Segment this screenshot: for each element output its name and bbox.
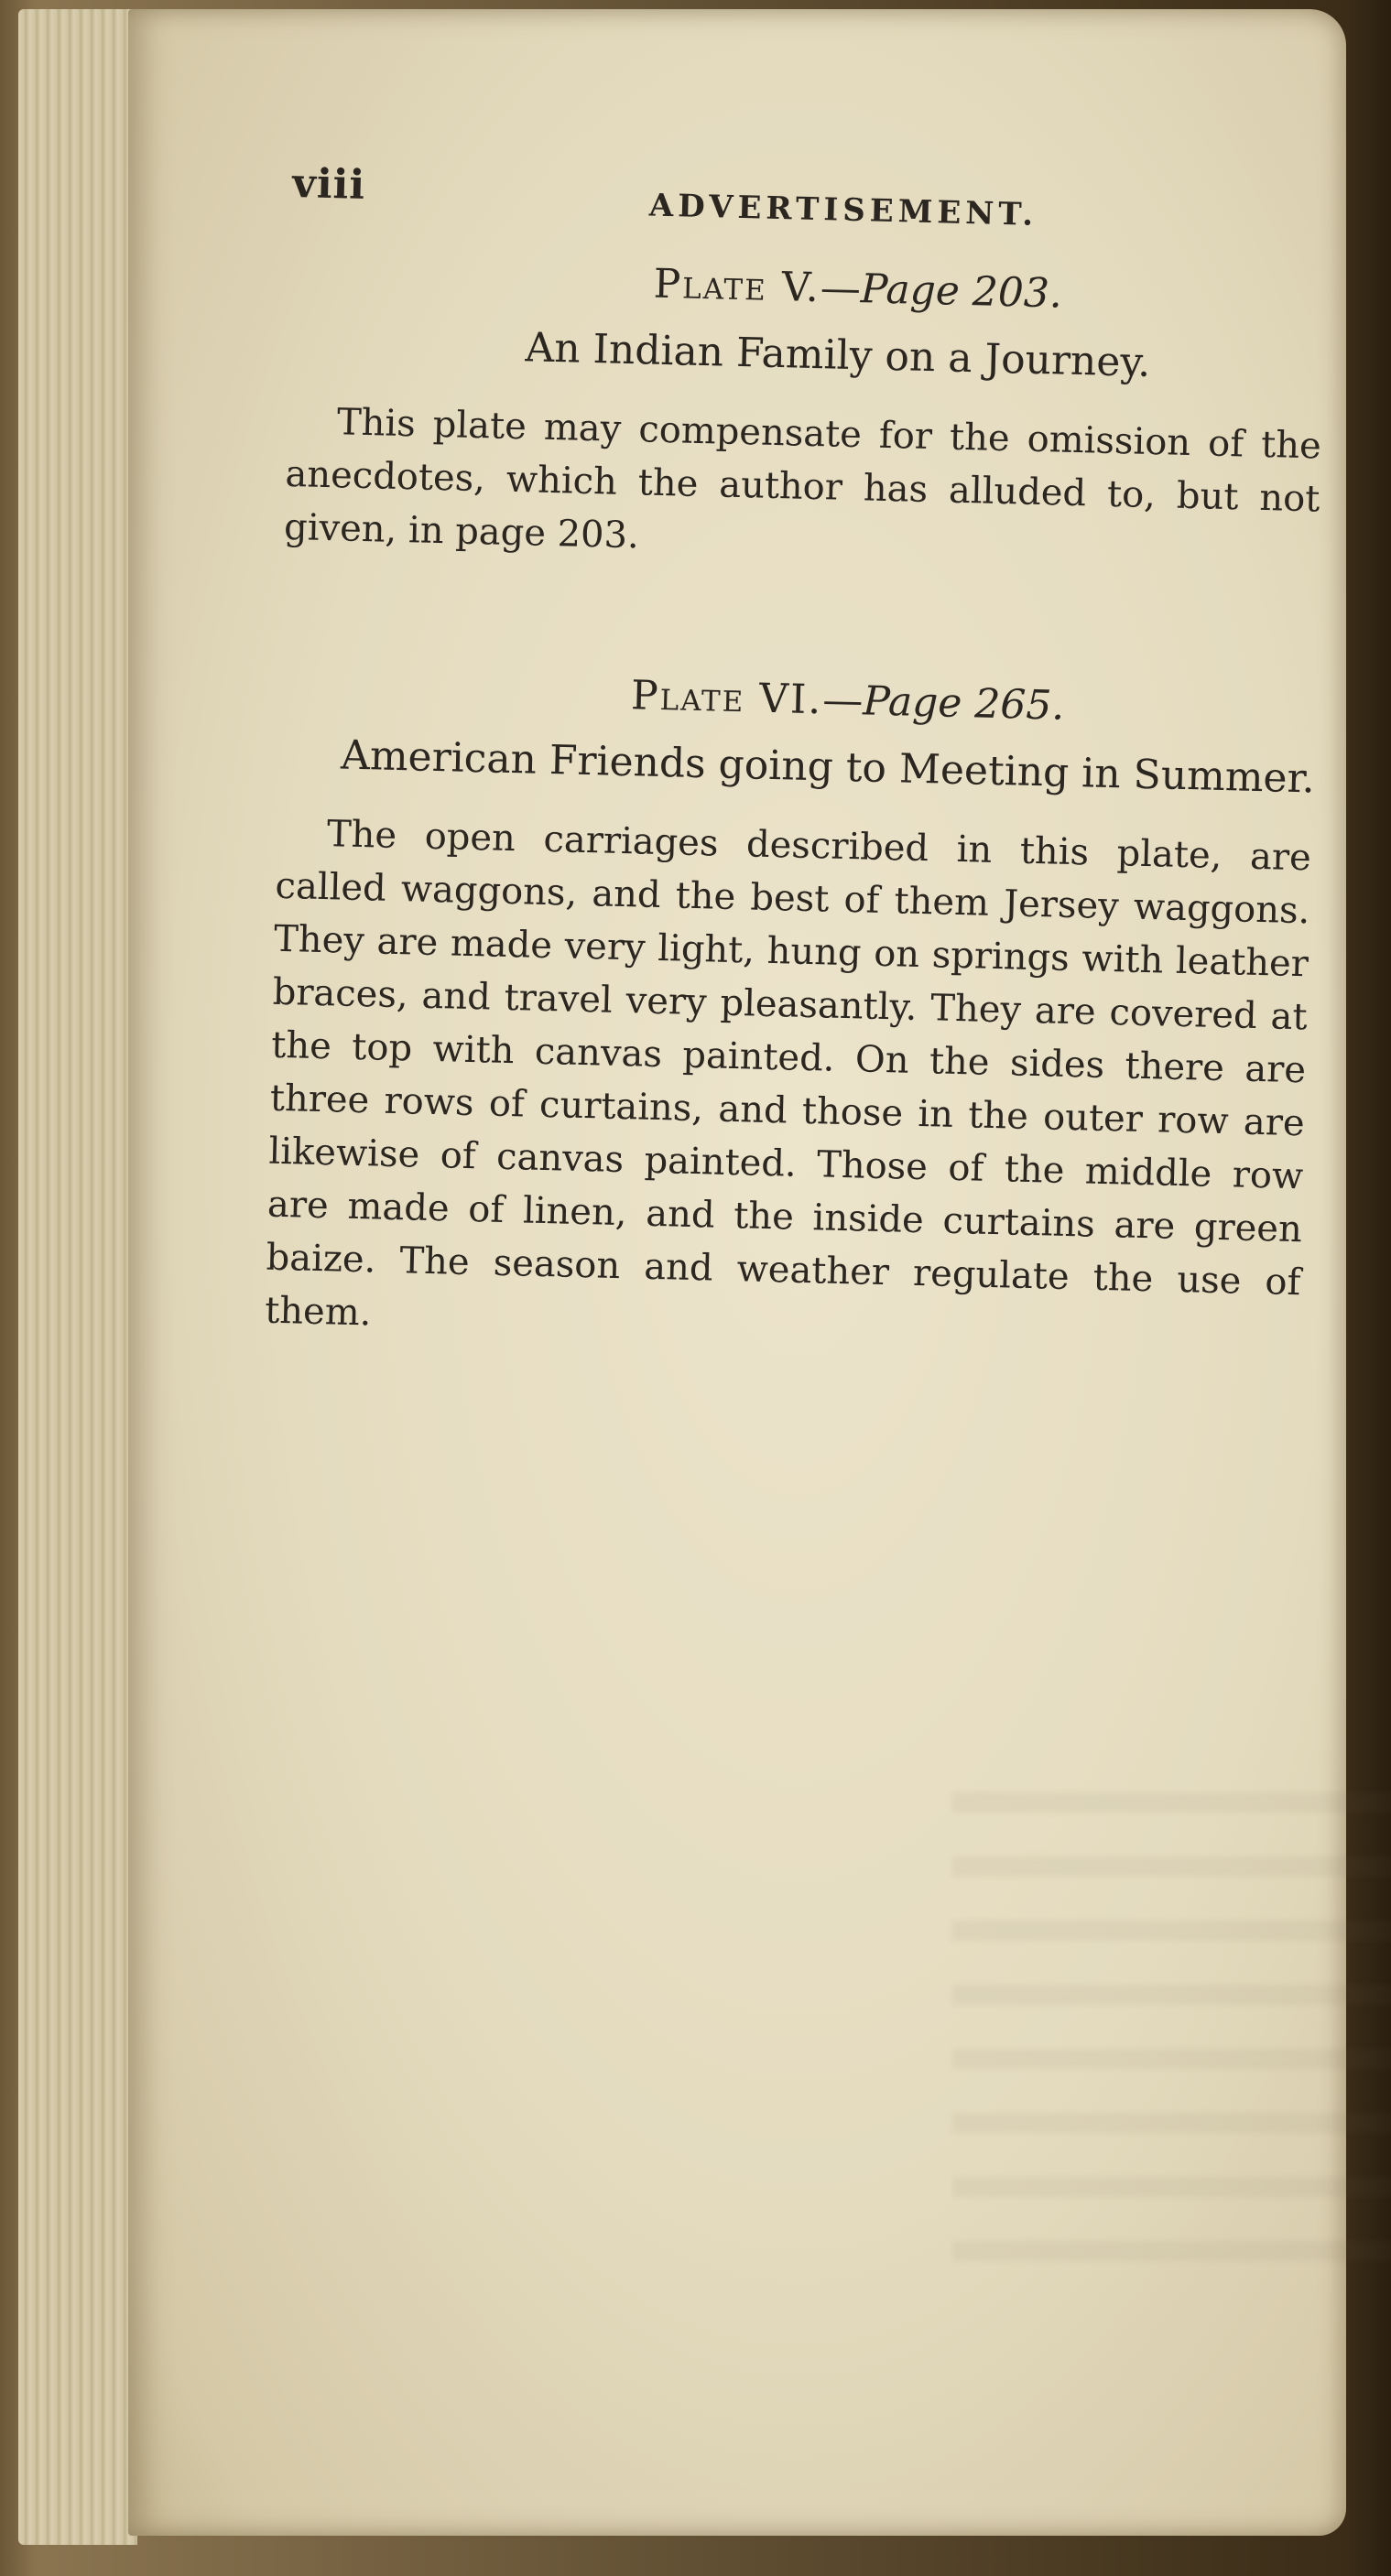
plate-page-ref: Page 203. [860, 265, 1063, 318]
plate-title: An Indian Family on a Journey. [524, 324, 1151, 386]
page-edges [18, 9, 137, 2545]
running-head: ADVERTISEMENT. [648, 187, 1038, 233]
plate-dash: — [820, 265, 862, 313]
plate-heading [279, 664, 1361, 737]
plate-label: Plate VI. [630, 672, 824, 724]
plate-description: The open carriages described in this plate, are called waggons, and the best of them Jersey waggons. They are made very light, hung on springs with leather braces, and travel very pleasantly. They are covered at the top with canvas painted. On the sides there are three rows of curtains, and those in the outer row are likewise of canvas painted. Those of the middle row are made of linen, and the inside curtains are green baize. The season and weather regulate the use of them. [264, 813, 1312, 1335]
plate-section-vi [265, 664, 1362, 1364]
bleed-through-text [952, 1748, 1391, 2261]
page-number: viii [291, 160, 366, 209]
plate-page-ref: Page 265. [862, 677, 1065, 730]
plate-dash: — [821, 676, 864, 725]
plate-label: Plate V. [653, 260, 821, 312]
page-content [265, 160, 1374, 1363]
plate-title: American Friends going to Meeting in Summer. [340, 731, 1316, 803]
plate-description: This plate may compensate for the omission of the anecdotes, which the author has alluded to, but not given, in page 203. [283, 401, 1322, 557]
plate-section-v [283, 252, 1371, 580]
